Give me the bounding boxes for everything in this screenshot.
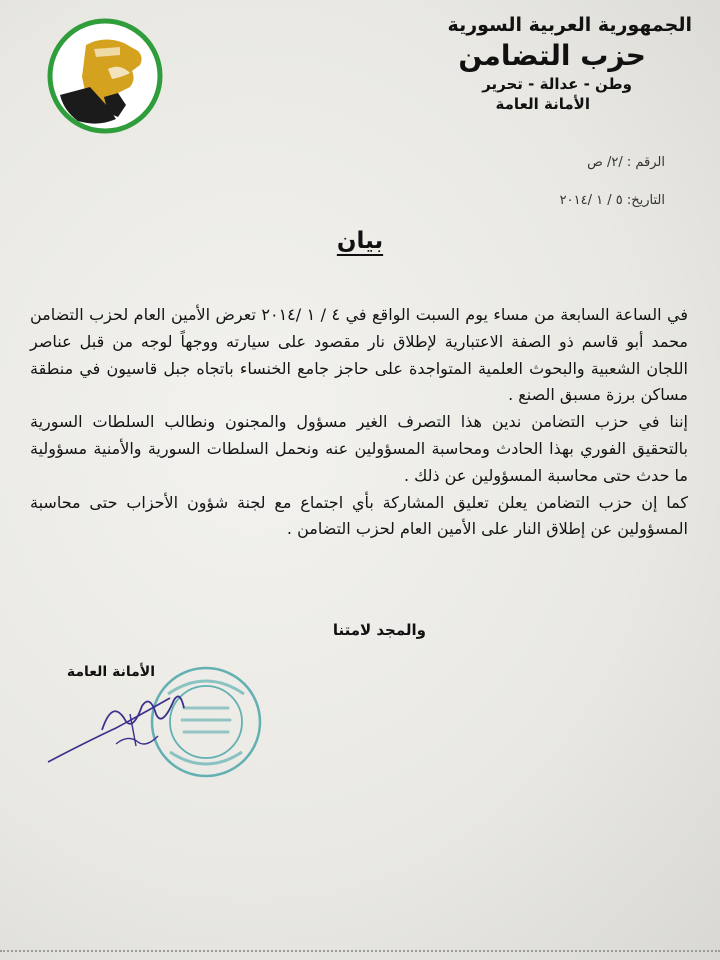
paragraph-1: في الساعة السابعة من مساء يوم السبت الواقع في ٤ / ١ /٢٠١٤ تعرض الأمين العام لحزب التضامن محمد أبو قاسم ذو الصفة الاعتبارية لإطلاق نار مقصود على سيارته ووجهاً لوجه من قبل عناصر اللجان الشعبية والبحوث العلمية المتواجدة على حاجز جامع الخنساء باتجاه جبل قاسيون في منطقة مساكن برزة مسبق الصنع . [30, 305, 689, 405]
document-title [0, 228, 720, 254]
reference-number: الرقم : /٢/ ص [587, 155, 665, 170]
secretariat-label: الأمانة العامة [495, 95, 590, 113]
handwritten-signature [46, 684, 186, 768]
party-name: حزب التضامن [458, 39, 646, 72]
bottom-dotted-line [0, 950, 720, 952]
signature-label: الأمانة العامة [66, 664, 155, 680]
paragraph-3: كما إن حزب التضامن يعلن تعليق المشاركة بأي اجتماع مع لجنة شؤون الأحزاب حتى محاسبة المسؤولين عن إطلاق النار على الأمين العام لحزب التضامن . [30, 492, 688, 539]
party-logo [46, 17, 164, 135]
statement-body [30, 302, 688, 543]
title-text: بيان [336, 228, 384, 254]
paragraph-2: إننا في حزب التضامن ندين هذا التصرف الغير مسؤول والمجنون ونطالب السلطات السورية بالتحقيق الفوري بهذا الحادث ومحاسبة المسؤولين عنه ونحمل السلطات السورية والأمنية مسؤولية ما حدث حتى محاسبة المسؤولين عن ذلك . [30, 412, 688, 485]
document-date: التاريخ: ٥ / ١ /٢٠١٤ [559, 193, 665, 208]
party-motto: وطن - عدالة - تحرير [482, 75, 632, 93]
country-name: الجمهورية العربية السورية [447, 14, 692, 36]
closing-phrase: والمجد لامتنا [332, 621, 426, 639]
letterhead [392, 12, 692, 114]
